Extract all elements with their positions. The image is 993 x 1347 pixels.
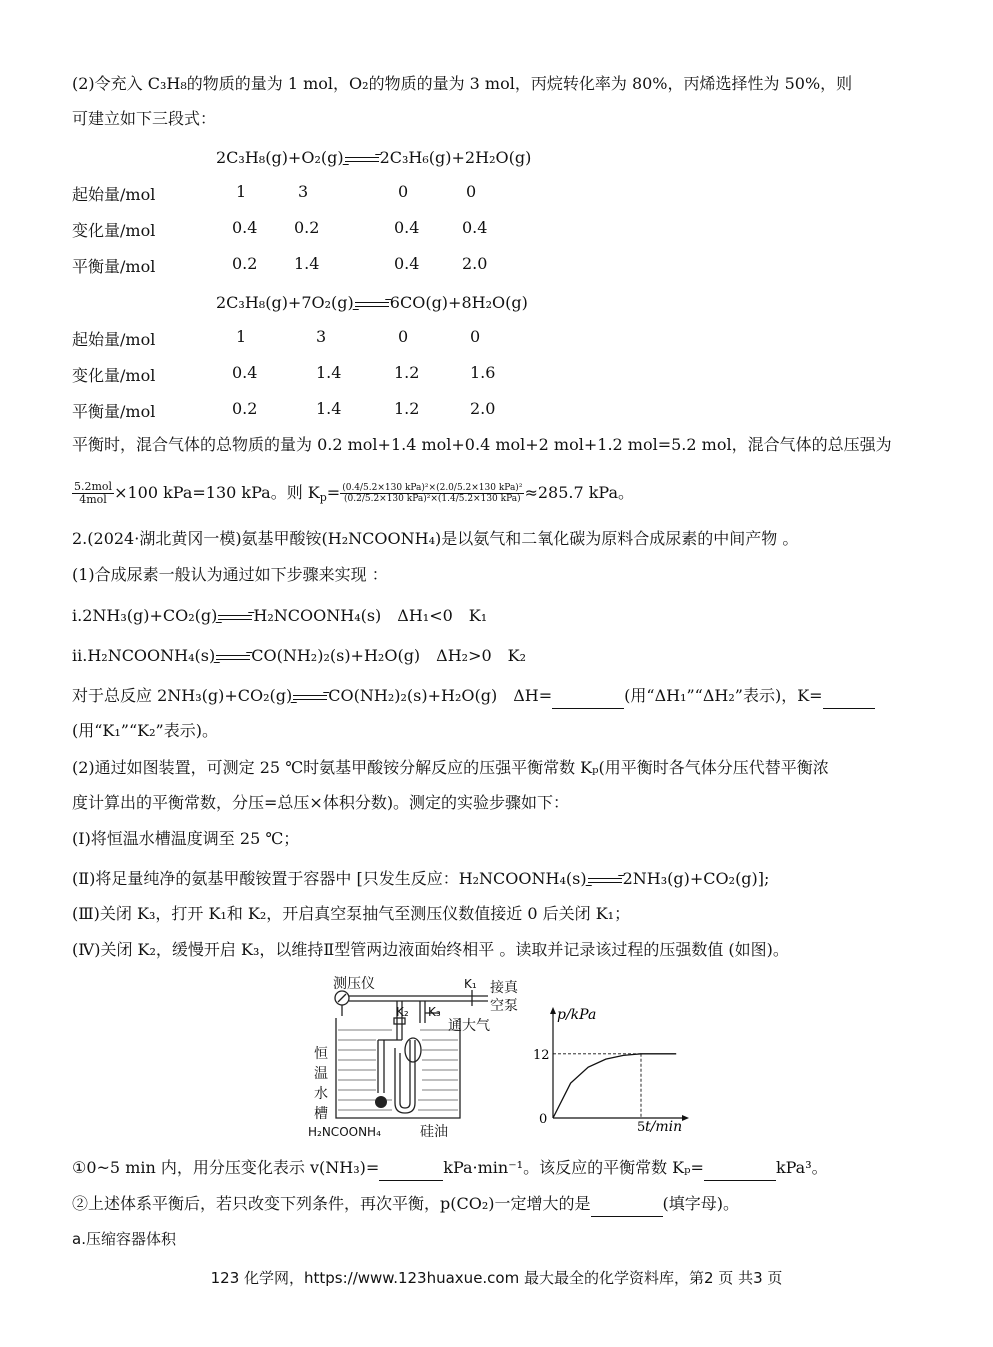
kp-subscript: p (319, 491, 327, 504)
table-cell: 0 (398, 327, 409, 346)
step-4: (Ⅳ)关闭 K₂，缓慢开启 K₃，以维持Ⅱ型管两边液面始终相平 。读取并记录该过程的压强数值 (如图)。 (72, 940, 789, 959)
pressure-calc-line (72, 478, 634, 508)
equilibrium-arrow-icon (218, 612, 252, 622)
vacuum-label-1: 接真 (490, 980, 518, 996)
vacuum-label-2: 空泵 (490, 998, 518, 1014)
table-cell: 2.0 (462, 254, 488, 273)
equation-rhs: 6CO(g)+8H₂O(g) (389, 293, 528, 312)
table-row-label: 起始量/mol (72, 330, 156, 349)
y-axis-label: p/kPa (557, 1007, 597, 1023)
sample-bulb-icon (375, 1096, 387, 1108)
calc-text: ×100 kPa=130 kPa。则 K (114, 483, 320, 502)
paragraph-line: 可建立如下三段式： (72, 109, 217, 128)
table-cell: 0 (398, 182, 409, 201)
table-cell: 1 (236, 182, 247, 201)
equilibrium-arrow-icon (345, 154, 379, 164)
y-axis-arrow-icon (550, 1007, 556, 1014)
table-cell: 1.4 (316, 363, 342, 382)
table-cell: 0.2 (294, 218, 320, 237)
k3-label: K₃ (428, 1005, 441, 1019)
equilibrium-arrow-icon (588, 875, 622, 885)
answer-blank-rate[interactable] (379, 1156, 443, 1181)
paragraph-line: 度计算出的平衡常数，分压=总压×体积分数)。测定的实验步骤如下： (72, 793, 570, 812)
fraction-denominator: 4mol (79, 493, 107, 506)
table-cell: 3 (298, 182, 309, 201)
pressure-time-chart (525, 1003, 695, 1139)
subquestion-2-1: ①0~5 min 内，用分压变化表示 v(NH₃)= kPa·min⁻¹。该反应的平衡常数 Kₚ= kPa³。 (72, 1156, 828, 1181)
table-cell: 1.6 (470, 363, 496, 382)
kp-numerator: (0.4/5.2×130 kPa)²×(2.0/5.2×130 kPa)² (342, 483, 523, 493)
page-footer: 123 化学网，https://www.123huaxue.com 最大最全的化学资料库，第2 页 共3 页 (210, 1269, 783, 1287)
table-cell: 2.0 (470, 399, 496, 418)
equilibrium-arrow-icon (216, 652, 250, 662)
apparatus-diagram (300, 968, 530, 1148)
answer-blank-dH[interactable] (552, 684, 624, 709)
equation-lhs: 2C₃H₈(g)+O₂(g) (216, 148, 344, 167)
bath-label-3: 水 (314, 1086, 328, 1102)
step-3: (Ⅲ)关闭 K₃，打开 K₁和 K₂，开启真空泵抽气至测压仪数值接近 0 后关闭 K₁； (72, 904, 631, 923)
kp-result: ≈285.7 kPa。 (524, 483, 635, 502)
equilibrium-arrow-icon (355, 299, 389, 309)
answer-blank-kp[interactable] (704, 1156, 776, 1181)
x-axis-arrow-icon (682, 1115, 689, 1121)
table-cell: 0.4 (394, 254, 420, 273)
paragraph-line: (2)通过如图装置，可测定 25 ℃时氨基甲酸铵分解反应的压强平衡常数 Kₚ(用平衡时各气体分压代替平衡浓 (72, 758, 829, 777)
reaction-step-2: ⅱ.H₂NCOONH₄(s) CO(NH₂)₂(s)+H₂O(g) ΔH₂>0 K₂ (72, 646, 527, 665)
bath-label-1: 恒 (314, 1046, 328, 1062)
table-cell: 3 (316, 327, 327, 346)
table-cell: 1 (236, 327, 247, 346)
x-axis-label: t/min (645, 1119, 683, 1135)
subquestion-2-2: ②上述体系平衡后，若只改变下列条件，再次平衡，p(CO₂)一定增大的是 (填字母)。 (72, 1192, 739, 1217)
table-row-label: 平衡量/mol (72, 402, 156, 421)
table-cell: 0.4 (232, 363, 258, 382)
answer-blank-K[interactable] (823, 684, 875, 709)
paragraph-line: (用“K₁”“K₂”表示)。 (72, 721, 218, 740)
bath-label-2: 温 (314, 1066, 328, 1082)
total-reaction-line: 对于总反应 2NH₃(g)+CO₂(g) CO(NH₂)₂(s)+H₂O(g) ΔH= (用“ΔH₁”“ΔH₂”表示)，K= (72, 684, 875, 709)
equation-lhs: 2C₃H₈(g)+7O₂(g) (216, 293, 354, 312)
origin-label: 0 (539, 1112, 548, 1127)
subquestion-1: (1)合成尿素一般认为通过如下步骤来实现 ： (72, 565, 388, 584)
table-row-label: 变化量/mol (72, 221, 156, 240)
reaction-equation-2 (216, 293, 528, 312)
x-tick-label: 5 (637, 1120, 646, 1135)
air-label: 通大气 (448, 1018, 490, 1034)
sample-label: H₂NCOONH₄ (308, 1125, 381, 1139)
table-row-label: 起始量/mol (72, 185, 156, 204)
table-cell: 0.4 (394, 218, 420, 237)
y-tick-label: 12 (533, 1047, 550, 1063)
table-cell: 0.4 (462, 218, 488, 237)
step-2: (Ⅱ)将足量纯净的氨基甲酸铵置于容器中 [只发生反应：H₂NCOONH₄(s) 2NH₃(g)+CO₂(g)]; (72, 869, 770, 888)
kp-denominator: (0.2/5.2×130 kPa)²×(1.4/5.2×130 kPa) (344, 494, 521, 504)
equals-sign: = (326, 483, 341, 502)
step-1: (Ⅰ)将恒温水槽温度调至 25 ℃； (72, 829, 300, 848)
table-cell: 0.4 (232, 218, 258, 237)
k2-label: K₂ (396, 1005, 409, 1019)
table-cell: 0 (470, 327, 481, 346)
answer-blank-choice[interactable] (591, 1192, 663, 1217)
table-cell: 1.4 (294, 254, 320, 273)
reaction-step-1: ⅰ.2NH₃(g)+CO₂(g) H₂NCOONH₄(s) ΔH₁<0 K₁ (72, 606, 488, 625)
equilibrium-arrow-icon (293, 692, 327, 702)
oil-label: 硅油 (420, 1124, 448, 1140)
pressure-ratio-fraction (72, 481, 114, 506)
table-row-label: 平衡量/mol (72, 257, 156, 276)
question-2-intro: 2.(2024·湖北黄冈一模)氨基甲酸铵(H₂NCOONH₄)是以氨气和二氧化碳为原料合成尿素的中间产物 。 (72, 529, 799, 548)
bath-label-4: 槽 (314, 1106, 328, 1122)
table-cell: 0.2 (232, 254, 258, 273)
paragraph-line: 平衡时，混合气体的总物质的量为 0.2 mol+1.4 mol+0.4 mol+2 mol+1.2 mol=5.2 mol，混合气体的总压强为 (72, 435, 892, 454)
fraction-numerator: 5.2mol (74, 480, 113, 493)
table-cell: 1.2 (394, 363, 420, 382)
option-a: a.压缩容器体积 (72, 1230, 176, 1248)
equation-rhs: 2C₃H₆(g)+2H₂O(g) (379, 148, 532, 167)
paragraph-line: (2)令充入 C₃H₈的物质的量为 1 mol，O₂的物质的量为 3 mol，丙烷转化率为 80%，丙烯选择性为 50%，则 (72, 74, 853, 93)
table-row-label: 变化量/mol (72, 366, 156, 385)
table-cell: 1.2 (394, 399, 420, 418)
table-cell: 0.2 (232, 399, 258, 418)
series-line (553, 1054, 676, 1118)
k1-label: K₁ (464, 977, 477, 991)
reaction-equation-1 (216, 148, 531, 167)
gauge-label: 测压仪 (333, 976, 375, 992)
table-cell: 1.4 (316, 399, 342, 418)
table-cell: 0 (466, 182, 477, 201)
kp-fraction (340, 483, 524, 504)
